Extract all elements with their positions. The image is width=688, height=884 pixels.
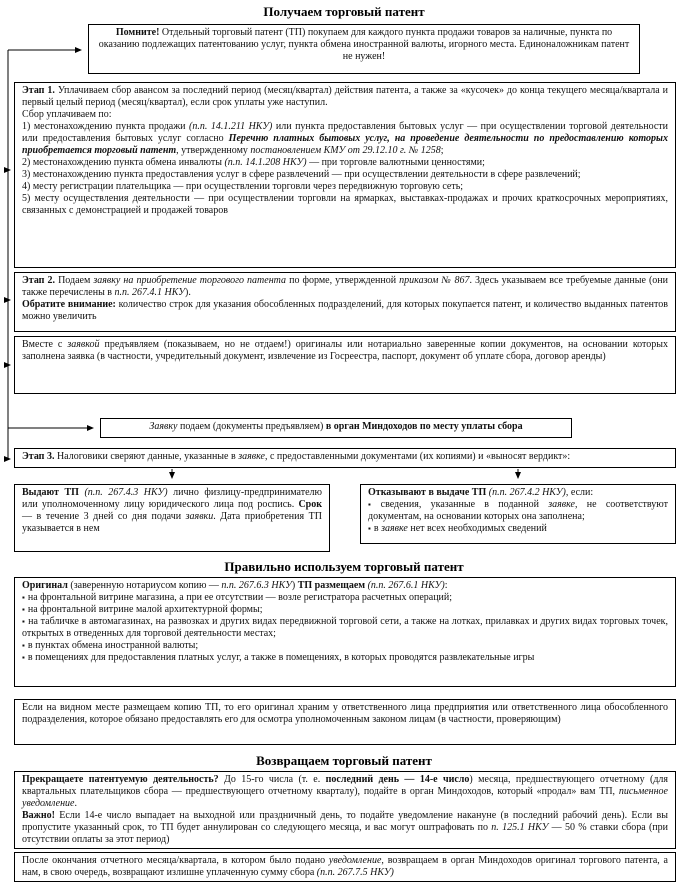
stage2-box xyxy=(14,272,676,332)
stage2-note: Обратите внимание: количество строк для указания обособленных подразделений, для которых покупается патент, и количество выданных патентов можно увеличить xyxy=(22,299,668,322)
placement-item-text: на фронтальной витрине малой архитектурной формы; xyxy=(27,604,263,615)
section-title-use: Правильно используем торговый патент xyxy=(224,559,464,574)
bullet-icon: ▪ xyxy=(368,500,378,509)
stage1-box xyxy=(14,82,676,268)
stage3-box xyxy=(14,448,676,468)
bullet-icon: ▪ xyxy=(22,641,25,650)
section-title-return: Возвращаем торговый патент xyxy=(256,753,432,768)
refuse-item-text: сведения, указанные в поданной заявке, не соответствуют документам, на основании которых она заполнена; xyxy=(368,499,669,522)
section-title-get: Получаем торговый патент xyxy=(263,4,425,19)
placement-item-text: в помещениях для предоставления платных услуг, а также в помещениях, в которых проводятся развлекательные игры xyxy=(27,652,535,663)
return-patent-box xyxy=(14,852,676,882)
termination-box xyxy=(14,771,676,849)
submit-text: Заявку подаем (документы предъявляем) в орган Миндоходов по месту уплаты сбора xyxy=(149,421,523,432)
issue-box xyxy=(14,484,330,552)
issue-text: Выдают ТП (п.п. 267.4.3 НКУ) лично физлицу-предпринимателю или уполномоченному лицу юридического лица под роспись. Срок — в течение 3 дней со дня подачи заявки. Дата приобретения ТП указывается в нем xyxy=(22,487,323,534)
placement-item-text: на табличке в автомагазинах, на развозках и других видах передвижной торговой сети, а также на лотках, прилавках и других видах торговых точек, открытых в отведенных для торговой деятельности местах; xyxy=(22,616,668,639)
refuse-list-item xyxy=(368,499,668,523)
stage1-intro: Этап 1. Уплачиваем сбор авансом за последний период (месяц/квартал) действия патента, а также за «кусочек» до конца текущего месяца/квартала и первый целый период (месяц/квартал), если срок уплаты уже наступил. xyxy=(22,85,668,108)
stage1-item-2: 2) местонахождению пункта обмена инвалюты (п.п. 14.1.208 НКУ) — при торговле валютными ценностями; xyxy=(22,157,485,168)
documents-box xyxy=(14,336,676,394)
submit-box xyxy=(100,418,572,438)
placement-list-item xyxy=(22,652,668,664)
bullet-icon: ▪ xyxy=(368,524,371,533)
stage1-pay-by: Сбор уплачиваем по: xyxy=(22,109,112,120)
stage3-text: Этап 3. Налоговики сверяют данные, указанные в заявке, с предоставленными документами (их копиями) и «выносят вердикт»: xyxy=(22,451,571,462)
placement-item-text: в пунктах обмена иностранной валюты; xyxy=(27,640,199,651)
placement-box xyxy=(14,577,676,687)
remember-note-box xyxy=(88,24,640,74)
termination-text: Прекращаете патентуемую деятельность? До 15-го числа (т. е. последний день — 14-е число) месяца, предшествующего отчетному (для квартальных плательщиков сбора — предшествующего отчетному кварталу), подайте в орган Миндоходов, который «продал» вам ТП, письменное уведомление. xyxy=(22,774,669,809)
remember-text: Помните! Отдельный торговый патент (ТП) покупаем для каждого пункта продажи товаров за наличные, пункта по оказанию подлежащих патентованию услуг, пункта обмена иностранной валюты, игорного места. Единоналожникам патент не нужен! xyxy=(98,27,630,62)
bullet-icon: ▪ xyxy=(22,653,25,662)
bullet-icon: ▪ xyxy=(22,605,25,614)
bullet-icon: ▪ xyxy=(22,593,25,602)
refuse-header: Отказывают в выдаче ТП (п.п. 267.4.2 НКУ), если: xyxy=(368,487,594,498)
placement-list-item xyxy=(22,616,668,640)
copy-storage-text: Если на видном месте размещаем копию ТП, то его оригинал храним у ответственного лица предприятия или ответственного лица обособленного подразделения, которое обязано предоставлять его для осмотра уполномоченным законом лицам (в частности, проверяющим) xyxy=(22,702,668,725)
placement-item-text: на фронтальной витрине магазина, а при ее отсутствии — возле регистратора расчетных операций; xyxy=(27,592,453,603)
refuse-box xyxy=(360,484,676,544)
stage1-item-1: 1) местонахождению пункта продажи (п.п. 14.1.211 НКУ) или пункта предоставления бытовых услуг — при осуществлении торговой деятельности или предоставления бытовых услуг согласно Перечню платных бытовых услуг, на проведение деятельности по предоставлению которых приобретается торговый патент, утвержденному постановлением КМУ от 29.12.10 г. № 1258; xyxy=(22,121,668,156)
copy-storage-box xyxy=(14,699,676,745)
stage1-item-4: 4) месту регистрации плательщика — при осуществлении торговли через передвижную торговую сеть; xyxy=(22,181,464,192)
refuse-list-item xyxy=(368,523,668,535)
stage1-item-3: 3) местонахождению пункта предоставления услуг в сфере развлечений — при осуществлении деятельности в сфере развлечений; xyxy=(22,169,581,180)
placement-header: Оригинал (заверенную нотариусом копию — п.п. 267.6.3 НКУ) ТП размещаем (п.п. 267.6.1 НКУ): xyxy=(22,580,448,591)
stage1-item-5: 5) месту осуществления деятельности — при осуществлении торговли на ярмарках, выставках-продажах и прочих краткосрочных мероприятиях, связанных с демонстрацией и продажей товаров xyxy=(22,193,668,216)
placement-list-item xyxy=(22,592,668,604)
refuse-item-text: в заявке нет всех необходимых сведений xyxy=(373,523,547,534)
placement-list-item xyxy=(22,604,668,616)
bullet-icon: ▪ xyxy=(22,617,26,626)
termination-important: Важно! Если 14-е число выпадает на выходной или праздничный день, то подайте уведомление накануне (в последний рабочий день). Если вы пропустите указанный срок, то ТП будет аннулирован со следующего месяца, и вас могут оштрафовать по п. 125.1 НКУ — 50 % ставки сбора (при отсутствии оплаты за этот период) xyxy=(22,810,668,845)
placement-list-item xyxy=(22,640,668,652)
stage2-text: Этап 2. Подаем заявку на приобретение торгового патента по форме, утвержденной приказом № 867. Здесь указываем все требуемые данные (они также перечислены в п.п. 267.4.1 НКУ). xyxy=(22,275,668,298)
return-patent-text: После окончания отчетного месяца/квартала, в котором было подано уведомление, возвращаем в орган Миндоходов оригинал торгового патента, а нам, в свою очередь, возвращают излишне уплаченную сумму сбора (п.п. 267.7.5 НКУ) xyxy=(22,855,668,878)
documents-text: Вместе с заявкой предъявляем (показываем, но не отдаем!) оригиналы или нотариально заверенные копии документов, на основании которых заполнена заявка (в частности, учредительный документ, извлечение из Госреестра, паспорт, документ об уплате сбора, договор аренды) xyxy=(22,339,668,362)
